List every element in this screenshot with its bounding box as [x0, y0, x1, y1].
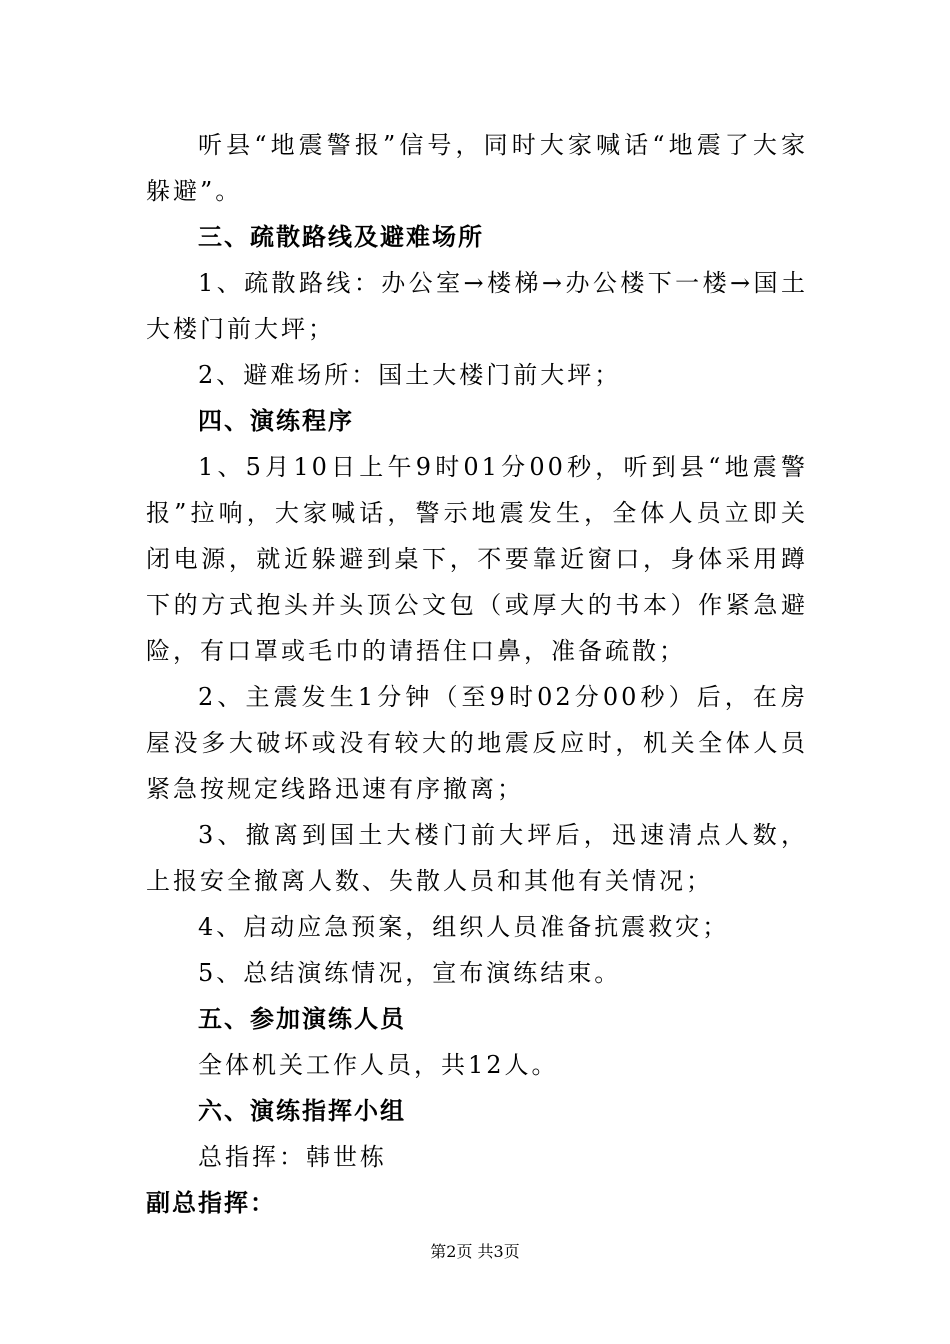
- paragraph-procedure-step-3: 3、撤离到国土大楼门前大坪后，迅速清点人数，上报安全撤离人数、失散人员和其他有关情况；: [146, 821, 808, 895]
- paragraph-procedure-step-1: 1、5月10日上午9时01分00秒，听到县“地震警报”拉响，大家喊话，警示地震发生，全体人员立即关闭电源，就近躲避到桌下，不要靠近窗口，身体采用蹲下的方式抱头并头顶公文包（或厚大的书本）作紧急避险，有口罩或毛巾的请捂住口鼻，准备疏散；: [146, 453, 808, 665]
- heading-command-group: 六、演练指挥小组: [198, 1097, 406, 1125]
- paragraph-alarm-signal: 听县“地震警报”信号，同时大家喊话“地震了大家躲避”。: [146, 131, 808, 205]
- page-footer: 第2页 共3页: [430, 1242, 520, 1261]
- heading-deputy-commander: 副总指挥：: [146, 1189, 276, 1217]
- document-body: [146, 122, 808, 1226]
- paragraph-evacuation-route: 1、疏散路线：办公室→楼梯→办公楼下一楼→国土大楼门前大坪；: [146, 269, 808, 343]
- paragraph-procedure-step-5: 5、总结演练情况，宣布演练结束。: [198, 959, 622, 987]
- heading-drill-procedure: 四、演练程序: [198, 407, 354, 435]
- paragraph-procedure-step-4: 4、启动应急预案，组织人员准备抗震救灾；: [198, 913, 730, 941]
- paragraph-shelter-site: 2、避难场所：国土大楼门前大坪；: [198, 361, 622, 389]
- heading-evacuation-route: 三、疏散路线及避难场所: [198, 223, 484, 251]
- paragraph-chief-commander: 总指挥：韩世栋: [198, 1143, 387, 1171]
- paragraph-participants: 全体机关工作人员，共12人。: [198, 1051, 559, 1079]
- heading-participants: 五、参加演练人员: [198, 1005, 406, 1033]
- paragraph-procedure-step-2: 2、主震发生1分钟（至9时02分00秒）后，在房屋没多大破坏或没有较大的地震反应时，机关全体人员紧急按规定线路迅速有序撤离；: [146, 683, 808, 803]
